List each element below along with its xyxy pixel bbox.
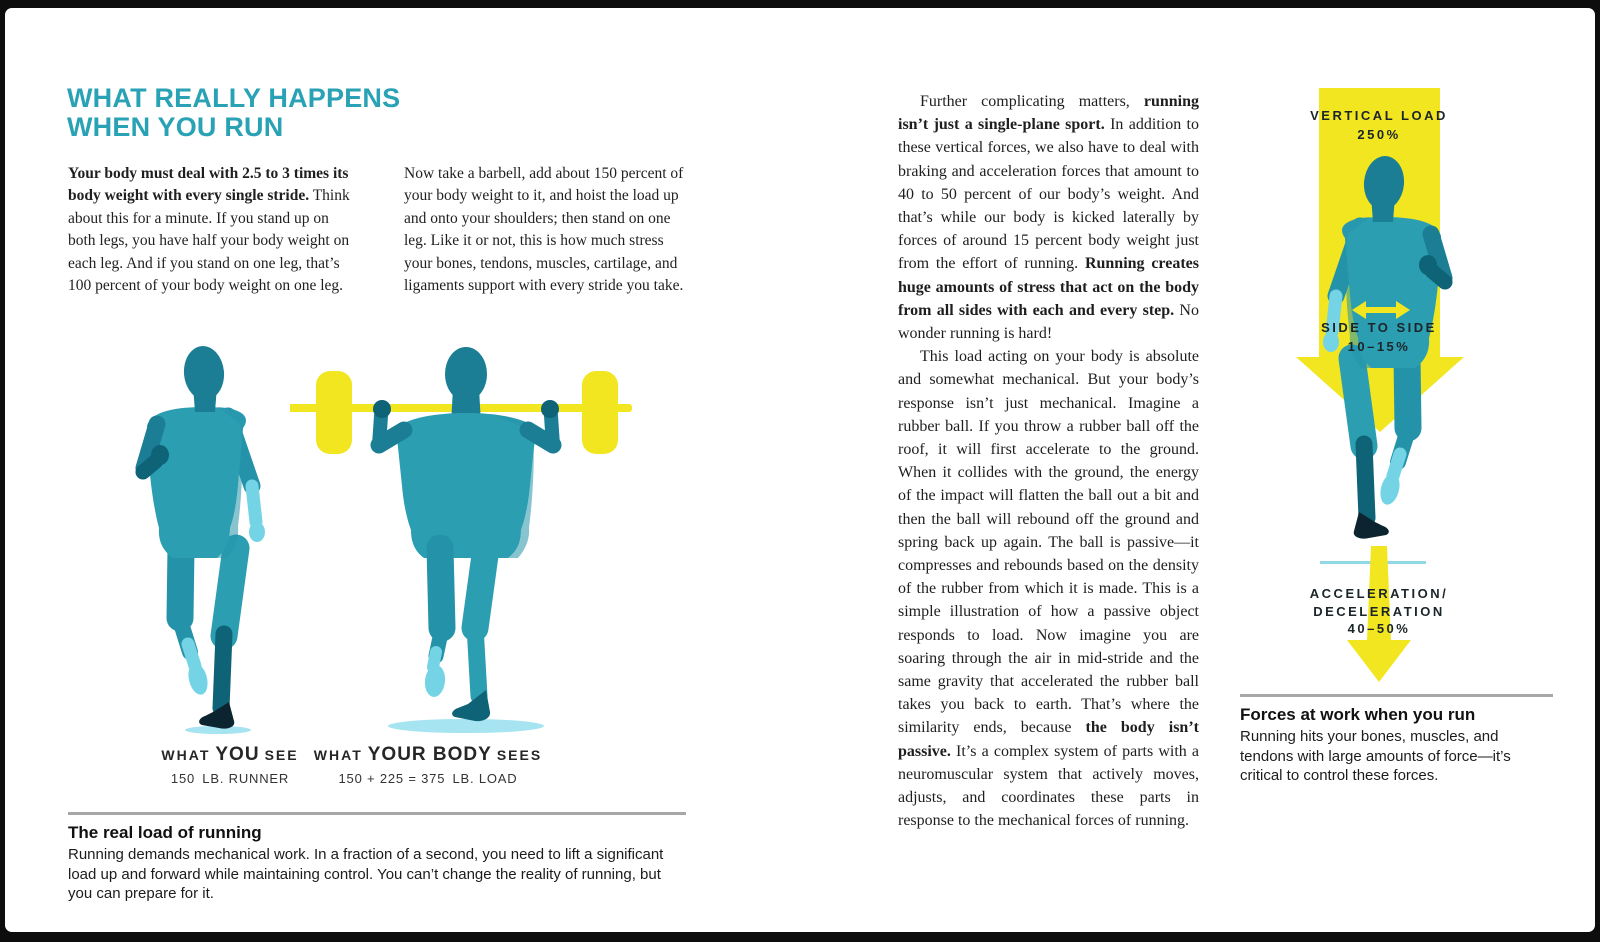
side-to-side-label: SIDE TO SIDE bbox=[1321, 320, 1437, 335]
figure-caption-what-you-see bbox=[118, 744, 342, 786]
right-caption-body: Running hits your bones, muscles, and tendons with large amounts of force—it’s critical to control these forces. bbox=[1240, 728, 1511, 784]
barbell-lifter-figure-illustration bbox=[290, 336, 650, 736]
accel-arrow-head bbox=[1347, 640, 1411, 682]
right-body-text-column bbox=[898, 90, 1199, 833]
acceleration-label-line2: DECELERATION bbox=[1313, 603, 1445, 619]
vertical-load-label: VERTICAL LOAD bbox=[1310, 108, 1448, 123]
side-to-side-label-group bbox=[1240, 318, 1518, 356]
page-title-line-1: WHAT REALLY HAPPENS bbox=[67, 83, 401, 113]
intro-column-2: Now take a barbell, add about 150 percent of your body weight to it, and hoist the load up and onto your shoulders; then stand on one leg. Like it or not, this is how much stress your bones, tendons, muscles, cartilage, and ligaments support with every stride you take. bbox=[404, 165, 684, 295]
acceleration-label-line1: ACCELERATION/ bbox=[1309, 586, 1449, 601]
page-title bbox=[67, 84, 487, 142]
right-caption-title: Forces at work when you run bbox=[1240, 705, 1476, 724]
body-paragraph-1: Further complicating matters, running isn’t just a single-plane sport. In addition to these vertical forces, we also have to deal with braking and acceleration forces that amount to 40 to 50 percent of our body’s weight. And that’s while our body is kicked laterally by forces of around 15 percent body weight just from the effort of running. Running creates huge amounts of stress that act on the body from all sides with each and every step. No wonder running is hard! bbox=[898, 93, 1199, 343]
left-caption-body: Running demands mechanical work. In a fraction of a second, you need to lift a significant load up and forward while maintaining control. You can’t change the reality of running, but you can prepare for it. bbox=[68, 846, 664, 902]
intro-column-1 bbox=[68, 163, 359, 297]
left-caption-title: The real load of running bbox=[68, 823, 262, 842]
caption-word-see: SEE bbox=[264, 747, 299, 763]
figure-caption-what-your-body-sees bbox=[310, 744, 546, 786]
caption-runner-weight: 150 LB. RUNNER bbox=[170, 771, 290, 786]
caption-word-you: YOU bbox=[215, 744, 260, 765]
side-to-side-value: 10–15% bbox=[1347, 339, 1411, 354]
caption-word-sees: SEES bbox=[496, 747, 543, 763]
intro-lead-rest: Think about this for a minute. If you stand up on both legs, you have half your body weight on each leg. And if you stand on one leg, that’s 100 percent of your body weight on one leg. bbox=[68, 187, 350, 295]
caption-load-weight: 150 + 225 = 375 LB. LOAD bbox=[338, 771, 518, 786]
right-caption-divider bbox=[1240, 694, 1553, 697]
page-title-line-2: WHEN YOU RUN bbox=[67, 112, 284, 142]
body-paragraph-2: This load acting on your body is absolute and somewhat mechanical. But your body’s response isn’t just mechanical. Imagine a rubber ball. If you throw a rubber ball off the roof, it will first accelerate to the ground. When it collides with the ground, the energy of the impact will flatten the ball out a bit and then the ball will rebound off the ground and spring back up again. The ball is passive—it compresses and rebounds based on the density of the rubber from which it is made. This is a simple illustration of how a passive object responds to load. Now imagine you are soaring through the air in mid-stride and the same gravity that accelerated the rubber ball takes you back to earth. That’s where the similarity ends, because the body isn’t passive. It’s a complex system of parts with a neuromuscular system that actively moves, adjusts, and coordinates these parts in response to the mechanical forces of running. bbox=[898, 348, 1199, 830]
forces-diagram bbox=[1240, 80, 1560, 700]
intro-lead-bold: Your body must deal with 2.5 to 3 times its body weight with every single stride. bbox=[68, 165, 349, 205]
caption-word-your-body: YOUR BODY bbox=[367, 744, 492, 765]
vertical-load-label-group bbox=[1240, 106, 1518, 144]
vertical-load-value: 250% bbox=[1357, 127, 1401, 142]
caption-word-what: WHAT bbox=[161, 747, 211, 763]
side-arrow-bar bbox=[1364, 307, 1398, 313]
runner-figure-illustration bbox=[100, 336, 320, 736]
caption-word-what-2: WHAT bbox=[313, 747, 363, 763]
acceleration-value: 40–50% bbox=[1347, 621, 1411, 636]
left-caption-divider bbox=[68, 812, 686, 815]
acceleration-label-group bbox=[1240, 585, 1518, 638]
